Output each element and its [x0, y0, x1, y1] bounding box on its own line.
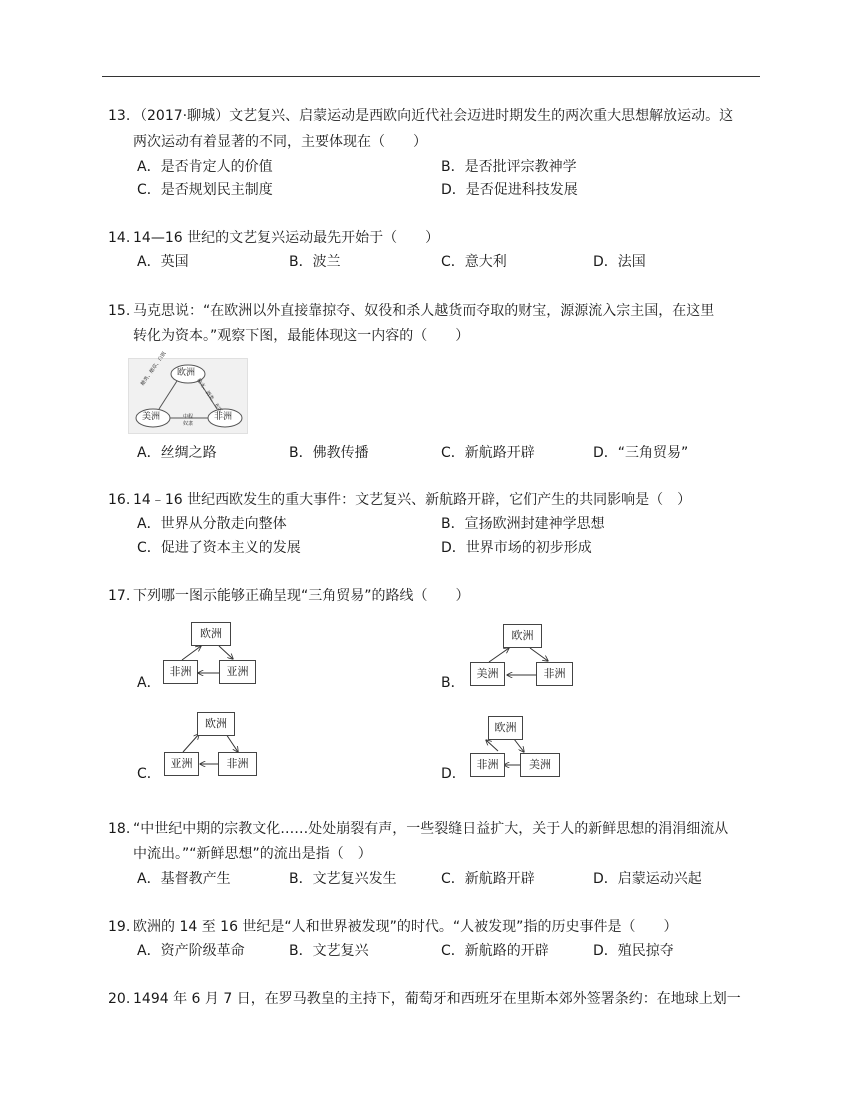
question-text: 马克思说：“在欧洲以外直接靠掠夺、奴役和杀人越货而夺取的财宝，源源流入宗主国，在这里	[133, 303, 715, 319]
question-text: 两次运动有着显著的不同，主要体现在（ ）	[133, 134, 427, 150]
question-text: 转化为资本。”观察下图，最能体现这一内容的（ ）	[133, 328, 470, 344]
option-b[interactable]: B．波兰	[289, 254, 341, 270]
option-b[interactable]: B．佛教传播	[289, 445, 369, 461]
option-c[interactable]: C．新航路开辟	[441, 871, 535, 887]
question-text: 欧洲的 14 至 16 世纪是“人和世界被发现”的时代。“人被发现”指的历史事件是（ ）	[133, 919, 678, 935]
diagram-node-top: 欧洲	[503, 624, 542, 648]
question-number: 17.	[108, 588, 131, 604]
diagram-node-left: 亚洲	[164, 752, 199, 776]
option-a[interactable]: A．资产阶级革命	[137, 943, 245, 959]
question-number: 18.	[108, 821, 131, 837]
diagram-node-top: 欧洲	[488, 716, 523, 740]
option-b[interactable]: B．文艺复兴发生	[289, 871, 397, 887]
option-d[interactable]: D．	[441, 766, 466, 782]
option-b[interactable]: B．文艺复兴	[289, 943, 369, 959]
option-c[interactable]: C．	[137, 766, 161, 782]
figure-node-europe: 欧洲	[177, 368, 196, 378]
question-text: 1494 年 6 月 7 日，在罗马教皇的主持下，葡萄牙和西班牙在里斯本郊外签署条约：在地球上划一	[133, 991, 741, 1007]
question-number: 19.	[108, 919, 131, 935]
question-text: “中世纪中期的宗教文化……处处崩裂有声，一些裂缝日益扩大，关于人的新鲜思想的涓涓细流从	[133, 821, 729, 837]
option-d[interactable]: D．是否促进科技发展	[441, 182, 578, 198]
question-text: 14﹣16 世纪西欧发生的重大事件：文艺复兴、新航路开辟，它们产生的共同影响是（ ）	[133, 492, 692, 508]
question-text: 中流出。”“新鲜思想”的流出是指（ ）	[133, 846, 372, 862]
option-d[interactable]: D．“三角贸易”	[593, 445, 689, 461]
diagram-node-left: 非洲	[163, 660, 198, 684]
diagram-node-top: 欧洲	[191, 622, 231, 646]
option-a[interactable]: A．	[137, 675, 161, 691]
figure-label-right: 枪支、酒类、布匹	[195, 377, 224, 414]
figure-node-america: 美洲	[142, 412, 161, 422]
option-a[interactable]: A．基督教产生	[137, 871, 231, 887]
option-a[interactable]: A．英国	[137, 254, 189, 270]
option-d[interactable]: D．法国	[593, 254, 646, 270]
option-d[interactable]: D．世界市场的初步形成	[441, 540, 592, 556]
diagram-node-top: 欧洲	[197, 712, 235, 736]
option-a[interactable]: A．丝绸之路	[137, 445, 217, 461]
option-c[interactable]: C．是否规划民主制度	[137, 182, 273, 198]
option-a[interactable]: A．世界从分散走向整体	[137, 516, 287, 532]
question-number: 13.	[108, 108, 131, 124]
option-c[interactable]: C．促进了资本主义的发展	[137, 540, 301, 556]
question-number: 15.	[108, 303, 131, 319]
question-text: 下列哪一图示能够正确呈现“三角贸易”的路线（ ）	[133, 588, 470, 604]
diagram-node-left: 美洲	[470, 662, 505, 686]
diagram-node-right: 美洲	[520, 753, 560, 777]
question-number: 20.	[108, 991, 131, 1007]
option-b[interactable]: B．	[441, 675, 465, 691]
option-c[interactable]: C．新航路开辟	[441, 445, 535, 461]
question-text: （2017·聊城）文艺复兴、启蒙运动是西欧向近代社会迈进时期发生的两次重大思想解放运动。这	[133, 108, 734, 124]
question-text: 14—16 世纪的文艺复兴运动最先开始于（ ）	[133, 230, 440, 246]
option-c[interactable]: C．意大利	[441, 254, 507, 270]
diagram-node-right: 非洲	[536, 662, 573, 686]
question-number: 14.	[108, 230, 131, 246]
option-b[interactable]: B．宣扬欧洲封建神学思想	[441, 516, 605, 532]
option-d[interactable]: D．殖民掠夺	[593, 943, 674, 959]
diagram-node-right: 亚洲	[219, 660, 256, 684]
figure-label-left: 糖类、烟草、白银	[139, 350, 168, 388]
question-number: 16.	[108, 492, 131, 508]
option-c[interactable]: C．新航路的开辟	[441, 943, 549, 959]
diagram-node-left: 非洲	[470, 753, 505, 777]
figure-node-africa: 非洲	[214, 412, 233, 422]
option-d[interactable]: D．启蒙运动兴起	[593, 871, 702, 887]
diagram-node-right: 非洲	[218, 752, 257, 776]
option-a[interactable]: A．是否肯定人的价值	[137, 159, 273, 175]
figure-label-bottom: 中程 奴隶	[182, 414, 193, 427]
option-b[interactable]: B．是否批评宗教神学	[441, 159, 577, 175]
